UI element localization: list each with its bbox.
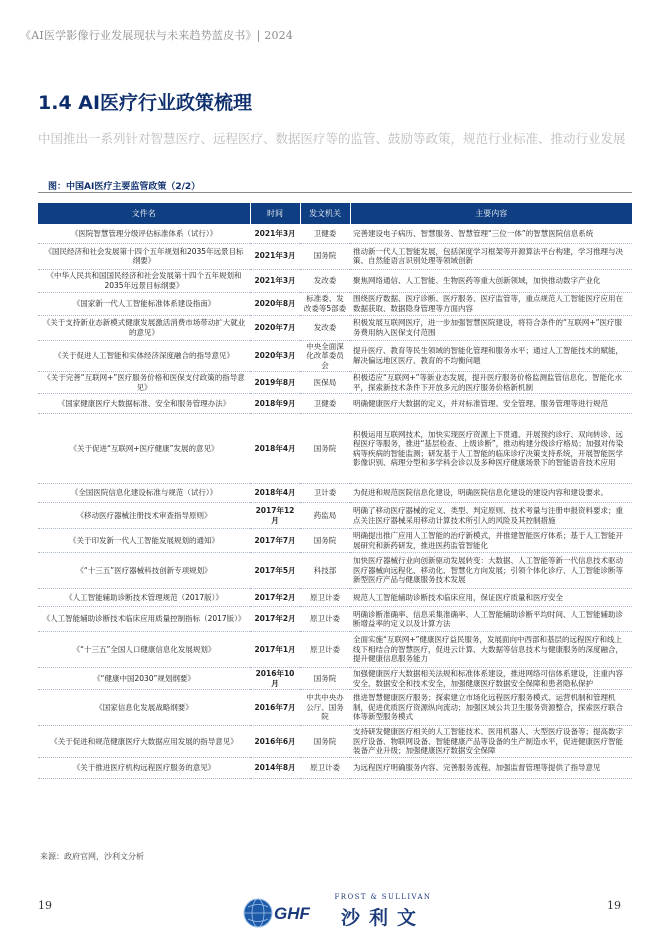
policy-name-cell: 《全国医院信息化建设标准与规范（试行）》 [38, 484, 250, 503]
table-row [38, 632, 632, 668]
policy-name-cell: 《国家健康医疗大数据标准、安全和服务管理办法》 [38, 394, 250, 414]
policy-time-cell: 2017年2月 [250, 607, 300, 632]
table-row [38, 607, 632, 632]
policy-content-cell: 积极适应“互联网+”等新业态发展，提升医疗服务价格监测监管信息化、智能化水平，探索新技术条件下开放多元的医疗服务价格新机制 [350, 372, 632, 394]
policy-org-cell: 卫计委 [300, 484, 350, 503]
frost-sullivan-brand: FROST & SULLIVAN [334, 893, 432, 901]
policy-name-cell: 《国家新一代人工智能标准体系建设指南》 [38, 292, 250, 315]
table-row [38, 340, 632, 372]
policy-name-cell: 《医院智慧管理分级评估标准体系（试行）》 [38, 224, 250, 243]
policy-table [38, 203, 632, 779]
table-row [38, 726, 632, 758]
policy-name-cell: 《关于促进和规范健康医疗大数据应用发展的指导意见》 [38, 726, 250, 758]
policy-time-cell: 2018年4月 [250, 414, 300, 484]
policy-org-cell: 发改委 [300, 315, 350, 340]
policy-content-cell: 提升医疗、教育等民生领域的智能化管理和服务水平；通过人工智能技术的赋能，解决偏远地区医疗、教育的不均衡问题 [350, 340, 632, 372]
figure-divider [38, 192, 632, 193]
policy-org-cell: 原卫计委 [300, 757, 350, 778]
table-row [38, 269, 632, 292]
policy-name-cell: 《“十三五”医疗器械科技创新专项规划》 [38, 553, 250, 589]
policy-time-cell: 2020年7月 [250, 315, 300, 340]
policy-time-cell: 2021年3月 [250, 224, 300, 243]
column-header-content: 主要内容 [350, 203, 632, 224]
policy-content-cell: 支持研发健康医疗相关的人工智能技术、医用机器人、大型医疗设备等；提高数字医疗设备、物联网设备、智能健康产品等设备的生产制造水平，促进健康医疗智能装备产业升级；加强健康医疗数据安全保障 [350, 726, 632, 758]
globe-icon [238, 894, 318, 932]
policy-content-cell: 积极发展互联网医疗，进一步加强智慧医院建设，将符合条件的“互联网+”医疗服务费用纳入医保支付范围 [350, 315, 632, 340]
policy-content-cell: 围绕医疗数据、医疗诊断、医疗服务、医疗监管等，重点规范人工智能医疗应用在数据获取、数据隐身管理等方面内容 [350, 292, 632, 315]
policy-content-cell: 明确健康医疗大数据的定义，并对标准管理、安全管理、服务管理等进行规范 [350, 394, 632, 414]
policy-name-cell: 《“十三五”全国人口健康信息化发展规划》 [38, 632, 250, 668]
policy-name-cell: 《国民经济和社会发展第十四个五年规划和2035年远景目标纲要》 [38, 243, 250, 269]
policy-content-cell: 推进智慧健康医疗服务；探索建立市场化远程医疗服务模式、运营机制和管理机制，促进优质医疗资源纵向流动；加强区域公共卫生服务资源整合，探索医疗联合体等新型服务模式 [350, 690, 632, 726]
policy-org-cell: 中共中央办公厅、国务院 [300, 690, 350, 726]
policy-content-cell: 完善建设电子病历、智慧服务、智慧管理“三位一体”的智慧医院信息系统 [350, 224, 632, 243]
policy-name-cell: 《中华人民共和国国民经济和社会发展第十四个五年规划和2035年远景目标纲要》 [38, 269, 250, 292]
policy-name-cell: 《人工智能辅助诊断技术临床应用质量控制指标（2017版）》 [38, 607, 250, 632]
running-header: 《AI医学影像行业发展现状与未来趋势蓝皮书》| 2024 [20, 29, 294, 42]
policy-org-cell: 发改委 [300, 269, 350, 292]
policy-org-cell: 药监局 [300, 503, 350, 529]
policy-name-cell: 《人工智能辅助诊断技术管理规范（2017版）》 [38, 589, 250, 607]
policy-time-cell: 2017年7月 [250, 529, 300, 553]
policy-org-cell: 国务院 [300, 243, 350, 269]
policy-org-cell: 医保局 [300, 372, 350, 394]
policy-name-cell: 《关于印发新一代人工智能发展规划的通知》 [38, 529, 250, 553]
source-note: 来源：政府官网，沙利文分析 [40, 852, 144, 861]
policy-time-cell: 2021年3月 [250, 269, 300, 292]
section-title: 1.4 AI医疗行业政策梳理 [38, 92, 253, 114]
policy-time-cell: 2017年5月 [250, 553, 300, 589]
policy-org-cell: 国务院 [300, 668, 350, 690]
table-row [38, 553, 632, 589]
policy-content-cell: 规范人工智能辅助诊断技术临床应用，保证医疗质量和医疗安全 [350, 589, 632, 607]
table-row [38, 757, 632, 778]
policy-time-cell: 2016年10月 [250, 668, 300, 690]
policy-name-cell: 《移动医疗器械注册技术审查指导原则》 [38, 503, 250, 529]
policy-org-cell: 科技部 [300, 553, 350, 589]
ghf-logo-text: GHF [274, 904, 310, 923]
policy-content-cell: 加强健康医疗大数据相关法规和标准体系建设，推进网络可信体系建设，注重内容安全、数据安全和技术安全，加强健康医疗数据安全保障和患者隐私保护 [350, 668, 632, 690]
policy-content-cell: 推动新一代人工智能发展，包括深度学习框架等开源算法平台构建，学习推理与决策、自然能语言识别处理等领域创新 [350, 243, 632, 269]
policy-content-cell: 为远程医疗明确服务内容、完善服务流程、加强监督管理等提供了指导意见 [350, 757, 632, 778]
policy-org-cell: 国务院 [300, 529, 350, 553]
policy-name-cell: 《关于促进人工智能和实体经济深度融合的指导意见》 [38, 340, 250, 372]
policy-time-cell: 2016年6月 [250, 726, 300, 758]
policy-content-cell: 积极运用互联网技术，加快实现医疗资源上下贯通、开展预约诊疗、双向转诊、远程医疗等服务，推进“基层检查、上级诊断”，推动构建分级诊疗格局；加强对传染病等疾病的智能监测；研发基于人工智能的临床诊疗决策支持系统，开展智能医学影像识别、病理分型和多学科会诊以及多种医疗健康场景下的智能语音技术应用 [350, 414, 632, 484]
table-body [38, 224, 632, 778]
policy-name-cell: 《国家信息化发展战略纲要》 [38, 690, 250, 726]
table-row [38, 589, 632, 607]
frost-sullivan-logo [331, 893, 435, 933]
ghf-logo [238, 894, 318, 932]
table-row [38, 243, 632, 269]
policy-time-cell: 2019年8月 [250, 372, 300, 394]
table-row [38, 668, 632, 690]
section-intro: 中国推出一系列针对智慧医疗、远程医疗、数据医疗等的监管、鼓励等政策，规范行业标准、推动行业发展 [38, 131, 626, 146]
policy-org-cell: 卫健委 [300, 224, 350, 243]
policy-content-cell: 聚焦网络通信、人工智能、生物医药等重大创新领域，加快推动数字产业化 [350, 269, 632, 292]
column-header-org: 发文机关 [300, 203, 350, 224]
policy-time-cell: 2017年12月 [250, 503, 300, 529]
page-number-right: 19 [607, 899, 621, 912]
figure-label: 图：中国AI医疗主要监管政策（2/2） [48, 182, 201, 192]
policy-time-cell: 2020年3月 [250, 340, 300, 372]
page-number-left: 19 [38, 899, 52, 912]
policy-content-cell: 加快医疗器械行业向创新驱动发展转变：大数据、人工智能等新一代信息技术驱动医疗器械向远程化、移动化、智慧化方向发展；引领个体化诊疗、人工智能诊断等新型医疗产品与健康服务技术发展 [350, 553, 632, 589]
policy-org-cell: 卫健委 [300, 394, 350, 414]
frost-sullivan-chinese: 沙利文 [340, 907, 425, 929]
column-header-name: 文件名 [38, 203, 250, 224]
policy-org-cell: 国务院 [300, 726, 350, 758]
table-row [38, 484, 632, 503]
table-row [38, 690, 632, 726]
policy-time-cell: 2020年8月 [250, 292, 300, 315]
policy-time-cell: 2021年3月 [250, 243, 300, 269]
policy-org-cell: 国务院 [300, 414, 350, 484]
policy-time-cell: 2014年8月 [250, 757, 300, 778]
policy-content-cell: 全面实施“互联网+”健康医疗益民服务，发展面向中西部和基层的远程医疗和线上线下相结合的智慧医疗，促进云计算、大数据等信息技术与健康服务的深度融合，提升健康信息服务能力 [350, 632, 632, 668]
policy-time-cell: 2018年4月 [250, 484, 300, 503]
policy-org-cell: 原卫计委 [300, 632, 350, 668]
policy-name-cell: 《关于促进“互联网+医疗健康”发展的意见》 [38, 414, 250, 484]
table-row [38, 315, 632, 340]
policy-time-cell: 2017年1月 [250, 632, 300, 668]
policy-name-cell: 《关于推进医疗机构远程医疗服务的意见》 [38, 757, 250, 778]
table-row [38, 529, 632, 553]
table-row [38, 394, 632, 414]
policy-org-cell: 原卫计委 [300, 589, 350, 607]
policy-name-cell: 《关于完善“互联网+”医疗服务价格和医保支付政策的指导意见》 [38, 372, 250, 394]
table-row [38, 414, 632, 484]
policy-org-cell: 中央全面深化改革委员会 [300, 340, 350, 372]
column-header-time: 时间 [250, 203, 300, 224]
policy-content-cell: 明确诊断准确率、信息采集准确率、人工智能辅助诊断平均时间、人工智能辅助诊断增益率的定义以及计算方法 [350, 607, 632, 632]
policy-name-cell: 《“健康中国2030”规划纲要》 [38, 668, 250, 690]
policy-time-cell: 2018年9月 [250, 394, 300, 414]
policy-content-cell: 为促进和规范医院信息化建设，明确医院信息化建设的建设内容和建设要求。 [350, 484, 632, 503]
policy-time-cell: 2016年7月 [250, 690, 300, 726]
policy-org-cell: 标准委、发改委等5部委 [300, 292, 350, 315]
table-row [38, 224, 632, 243]
policy-content-cell: 明确提出推广应用人工智能的治疗新模式，并推建智能医疗体系；基于人工智能开展研究和新药研发，推进医药监管智能化 [350, 529, 632, 553]
policy-org-cell: 原卫计委 [300, 607, 350, 632]
table-row [38, 292, 632, 315]
table-header-row [38, 203, 632, 224]
policy-time-cell: 2017年2月 [250, 589, 300, 607]
table-row [38, 372, 632, 394]
table-row [38, 503, 632, 529]
policy-content-cell: 明确了移动医疗器械的定义、类型、判定原则、技术考量与注册申报资料要求；重点关注医疗器械采用移动计算技术所引入的风险及其控制措施 [350, 503, 632, 529]
policy-name-cell: 《关于支持新业态新模式健康发展激活消费市场带动扩大就业的意见》 [38, 315, 250, 340]
